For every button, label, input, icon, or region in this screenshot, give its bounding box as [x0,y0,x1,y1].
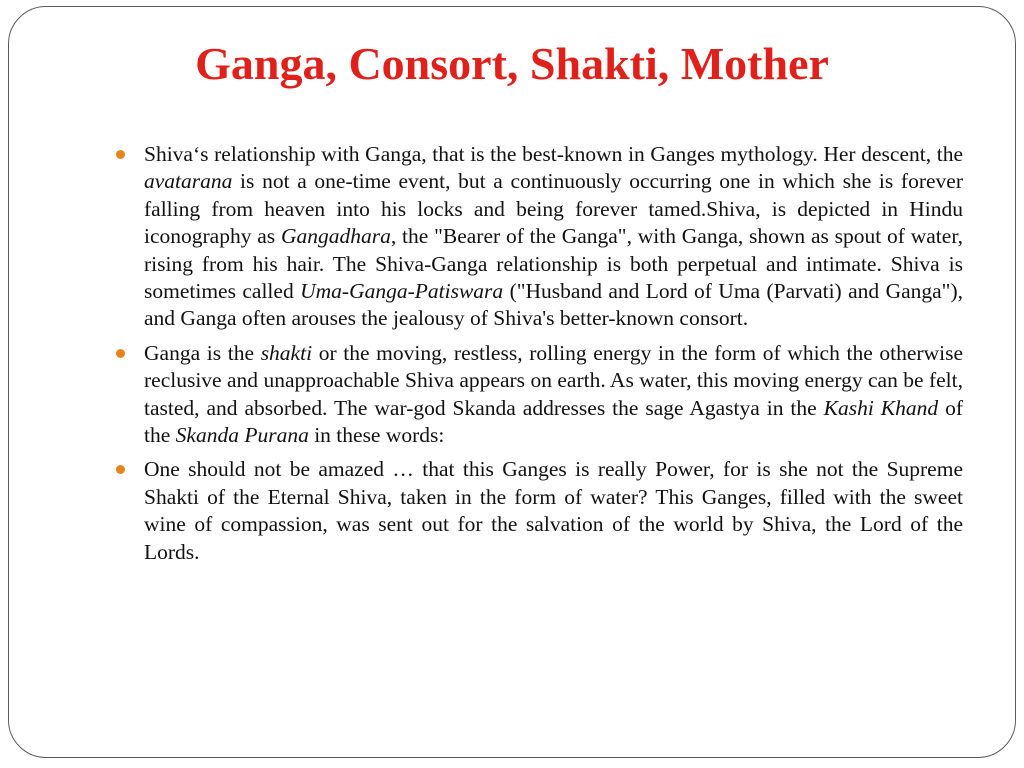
italic-term: Gangadhara [280,224,391,249]
text-segment: Shiva‘s relationship with Ganga, that is the best-known in Ganges mythology. Her descent, the [144,142,963,166]
italic-term: avatarana [144,169,233,194]
bullet-dot-icon [116,150,125,159]
bullet-dot-icon [116,349,125,358]
text-segment: , the "Bearer of the Ganga", with Ganga, shown as spout of water, rising from his hair. The Shiva-Ganga relationship is both perpetual and intimate. Shiva is sometimes called [144,224,963,304]
text-segment: is not a one-time event, but a continuously occurring one in which she is forever falling from heaven into his locks and being forever tamed.Shiva, is depicted in Hindu iconography as [144,169,963,249]
italic-term: Kashi Khand [823,395,939,420]
text-segment: or the moving, restless, rolling energy in the form of which the otherwise reclusive and unapproachable Shiva appears on earth. As water, this moving energy can be felt, tasted, and absorbed. The war-god Skanda addresses the sage Agastya in the [144,340,963,420]
bullet-item-1 [144,141,963,333]
bullet-list [144,141,963,573]
bullet-item-3 [144,456,963,566]
italic-term: Uma-Ganga-Patiswara [300,279,504,304]
text-segment: Ganga is the [144,340,261,365]
text-segment: One should not be amazed … that this Ganges is really Power, for is she not the Supreme Shakti of the Eternal Shiva, taken in the form of water? This Ganges, filled with the sweet wine of compassion, was sent out for the salvation of the world by Shiva, the Lord of the Lords. [144,457,963,564]
text-segment: in these words: [308,423,445,448]
text-segment: of the [144,395,963,448]
bullet-item-2 [144,340,963,450]
italic-term: Skanda Purana [175,423,309,448]
slide-title: Ganga, Consort, Shakti, Mother [195,38,829,89]
text-segment: ("Husband and Lord of Uma (Parvati) and Ganga"), and Ganga often arouses the jealousy of Shiva's better-known consort. [144,279,963,331]
italic-term: shakti [260,340,313,365]
